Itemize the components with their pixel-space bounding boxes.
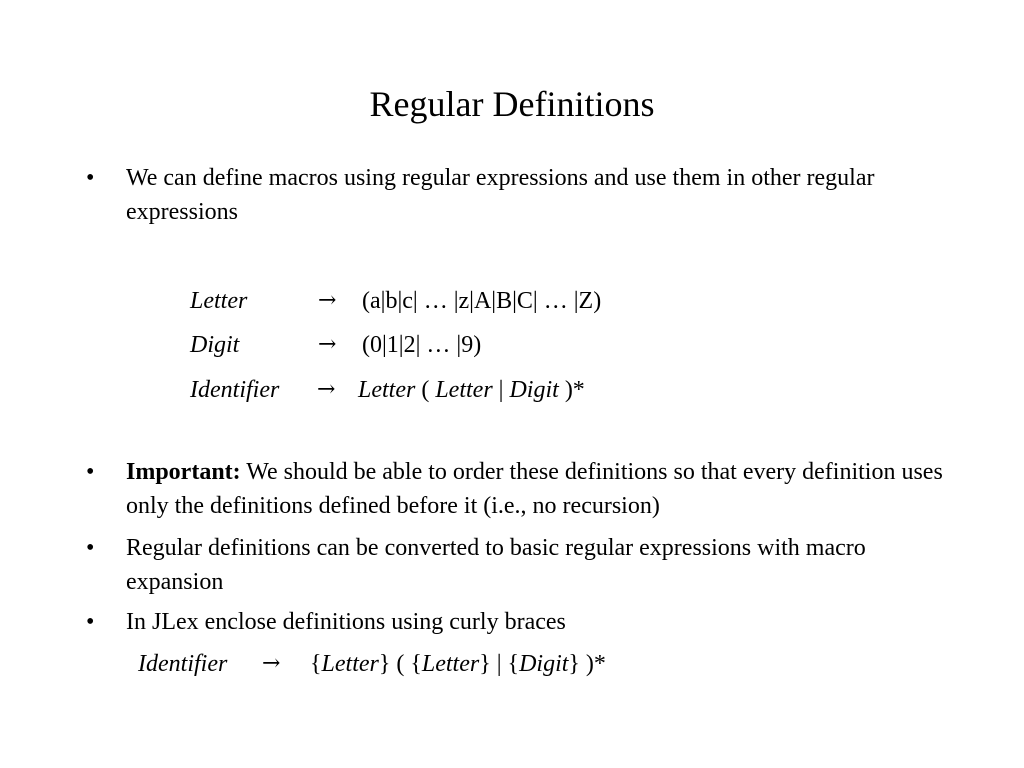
definition-name: Identifier: [138, 651, 228, 677]
rhs-letter: Letter: [321, 651, 379, 677]
rhs-digit: Digit: [519, 651, 569, 677]
rhs-bar: |: [492, 377, 510, 403]
bullet-text: We can define macros using regular expressions and use them in other regular expressions: [126, 165, 875, 225]
definition-rhs: [358, 373, 585, 407]
bullet-macros: [86, 161, 946, 229]
bullet-text: Regular definitions can be converted to basic regular expressions with macro expansion: [126, 535, 866, 595]
bullet-macro-expansion: [86, 531, 946, 599]
bullet-text: [126, 459, 943, 519]
definition-rhs: [310, 647, 606, 681]
important-label: Important:: [126, 459, 241, 485]
rhs-paren-open: (: [415, 377, 436, 403]
bullet-dot: •: [86, 535, 95, 561]
rhs-letter: Letter: [421, 651, 480, 677]
rhs-paren-close: )*: [558, 377, 585, 403]
rhs-letter: Letter: [358, 377, 416, 403]
bullet-dot: •: [86, 165, 95, 191]
definition-name: Digit: [190, 332, 240, 358]
bullet-important: [86, 455, 946, 523]
rhs-letter: Letter: [435, 377, 493, 403]
right-arrow-icon: →: [318, 288, 337, 313]
bullet-dot: •: [86, 459, 95, 485]
right-arrow-icon: →: [317, 377, 336, 402]
bullet-dot: •: [86, 609, 95, 635]
rhs-brace-bar: } | {: [479, 651, 520, 677]
right-arrow-icon: →: [262, 651, 281, 676]
bullet-jlex: [86, 605, 946, 639]
important-text: We should be able to order these definitions so that every definition uses only the definitions defined before it (i.e., no recursion): [126, 459, 943, 519]
definition-name: Letter: [190, 288, 248, 314]
rhs-brace-close: } )*: [568, 651, 606, 677]
definition-name: Identifier: [190, 377, 280, 403]
rhs-digit: Digit: [509, 377, 559, 403]
rhs-brace-paren: } ( {: [378, 651, 422, 677]
rhs-brace: {: [310, 651, 322, 677]
slide-title: Regular Definitions: [369, 84, 655, 124]
definition-rhs: (0|1|2| … |9): [362, 332, 482, 358]
bullet-text: In JLex enclose definitions using curly braces: [126, 609, 566, 635]
definition-rhs: (a|b|c| … |z|A|B|C| … |Z): [362, 288, 602, 314]
right-arrow-icon: →: [318, 332, 337, 357]
